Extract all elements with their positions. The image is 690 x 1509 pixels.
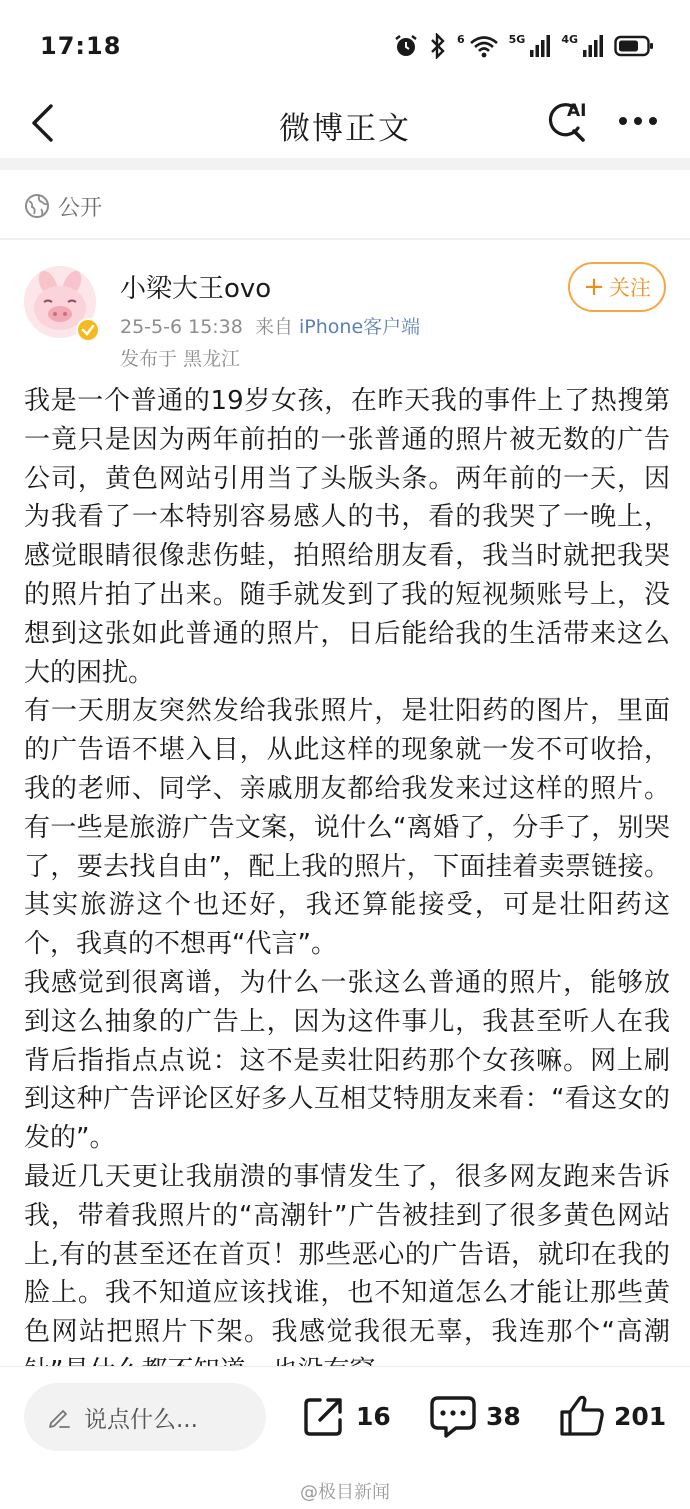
back-button[interactable] — [22, 96, 62, 150]
network-label-2: 5G — [508, 32, 526, 46]
follow-button[interactable] — [568, 262, 666, 312]
more-dot-icon — [649, 117, 657, 125]
post-body — [24, 382, 670, 1509]
plus-icon: + — [583, 272, 605, 302]
post-paragraph: 我感觉到很离谱，为什么一张这么普通的照片，能够放到这么抽象的广告上，因为这件事儿，我甚至听人在我背后指指点点说：这不是卖壮阳药那个女孩嘛。网上刷到这种广告评论区好多人互相艾特朋友来看：“看这女的发的”。 — [24, 967, 670, 1154]
comment-input[interactable] — [24, 1383, 266, 1451]
bluetooth-icon — [429, 33, 447, 59]
more-dot-icon — [619, 117, 627, 125]
wifi-icon — [469, 34, 499, 58]
visibility-indicator — [24, 186, 102, 226]
ai-search-button[interactable] — [540, 94, 592, 148]
globe-icon — [24, 193, 50, 219]
author-header — [24, 262, 674, 372]
watermark — [300, 1478, 390, 1504]
signal-icon-2 — [582, 34, 604, 58]
share-icon — [300, 1392, 348, 1440]
divider — [0, 158, 690, 170]
follow-label: 关注 — [608, 276, 651, 300]
ai-search-icon — [540, 94, 592, 148]
post-paragraph: 有一天朋友突然发给我张照片，是壮阳药的图片，里面的广告语不堪入目，从此这样的现象就一发不可收拾，我的老师、同学、亲戚朋友都给我发来过这样的照片。有一些是旅游广告文案，说什么“离婚了，分手了，别哭了，要去找自由”，配上我的照片，下面挂着卖票链接。其实旅游这个也还好，我还算能接受，可是壮阳药这个，我真的不想再“代言”。 — [24, 696, 670, 960]
post-paragraph: 最近几天更让我崩溃的事情发生了，很多网友跑来告诉我，带着我照片的“高潮针”广告被挂到了很多黄色网站上,有的甚至还在首页！那些恶心的广告语，就印在我的脸上。我不知道应该找谁，也不知道怎么才能让那些黄色网站把照片下架。我感觉我很无辜，我连那个“高潮 — [24, 1161, 670, 1348]
comment-count: 38 — [486, 1401, 521, 1431]
alarm-icon — [393, 33, 419, 59]
network-label-3: 4G — [561, 32, 578, 46]
status-bar — [0, 0, 690, 92]
divider — [0, 238, 690, 240]
more-button[interactable] — [612, 98, 664, 144]
like-count: 201 — [614, 1401, 667, 1431]
verified-badge-icon — [76, 318, 100, 342]
repost-button[interactable] — [300, 1385, 391, 1447]
thumbs-up-icon — [558, 1392, 606, 1440]
comment-button[interactable] — [428, 1385, 521, 1447]
post-date: 25-5-6 15:38 — [120, 316, 243, 338]
more-dot-icon — [634, 117, 642, 125]
visibility-label: 公开 — [58, 195, 103, 221]
network-label-1: 6 — [456, 32, 465, 46]
signal-icon-1 — [529, 34, 551, 58]
action-bar — [0, 1366, 690, 1466]
status-icons — [393, 33, 654, 59]
comment-placeholder: 说点什么... — [84, 1406, 198, 1433]
status-time: 17:18 — [40, 32, 122, 60]
post-source-link[interactable]: iPhone客户端 — [299, 316, 421, 338]
battery-icon — [614, 35, 654, 57]
page-title: 微博正文 — [279, 110, 411, 147]
pencil-icon — [46, 1404, 72, 1430]
repost-count: 16 — [356, 1401, 391, 1431]
nav-bar — [0, 92, 690, 158]
post-meta — [120, 312, 420, 339]
post-location: 发布于 黑龙江 — [120, 348, 241, 370]
comment-icon — [428, 1392, 478, 1440]
ai-label: AI — [567, 101, 587, 121]
watermark-text: @极目新闻 — [300, 1482, 390, 1503]
avatar[interactable] — [24, 266, 96, 338]
post-paragraph: 我是一个普通的19岁女孩，在昨天我的事件上了热搜第一竟只是因为两年前拍的一张普通的照片被无数的广告公司，黄色网站引用当了头版头条。两年前的一天，因为我看了一本特别容易感人的书，看的我哭了一晚上，感觉眼睛很像悲伤蛙，拍照给朋友看，我当时就把我哭的照片拍了出来。随手就发到了我的短视频账号上，没想到这张如此普通的照片，日后能给我的生活带来这么大的困扰。 — [24, 386, 670, 688]
like-button[interactable] — [558, 1385, 666, 1447]
back-arrow-icon — [29, 103, 55, 143]
via-label: 来自 — [254, 316, 293, 338]
author-name[interactable]: 小梁大王ovo — [120, 274, 272, 304]
